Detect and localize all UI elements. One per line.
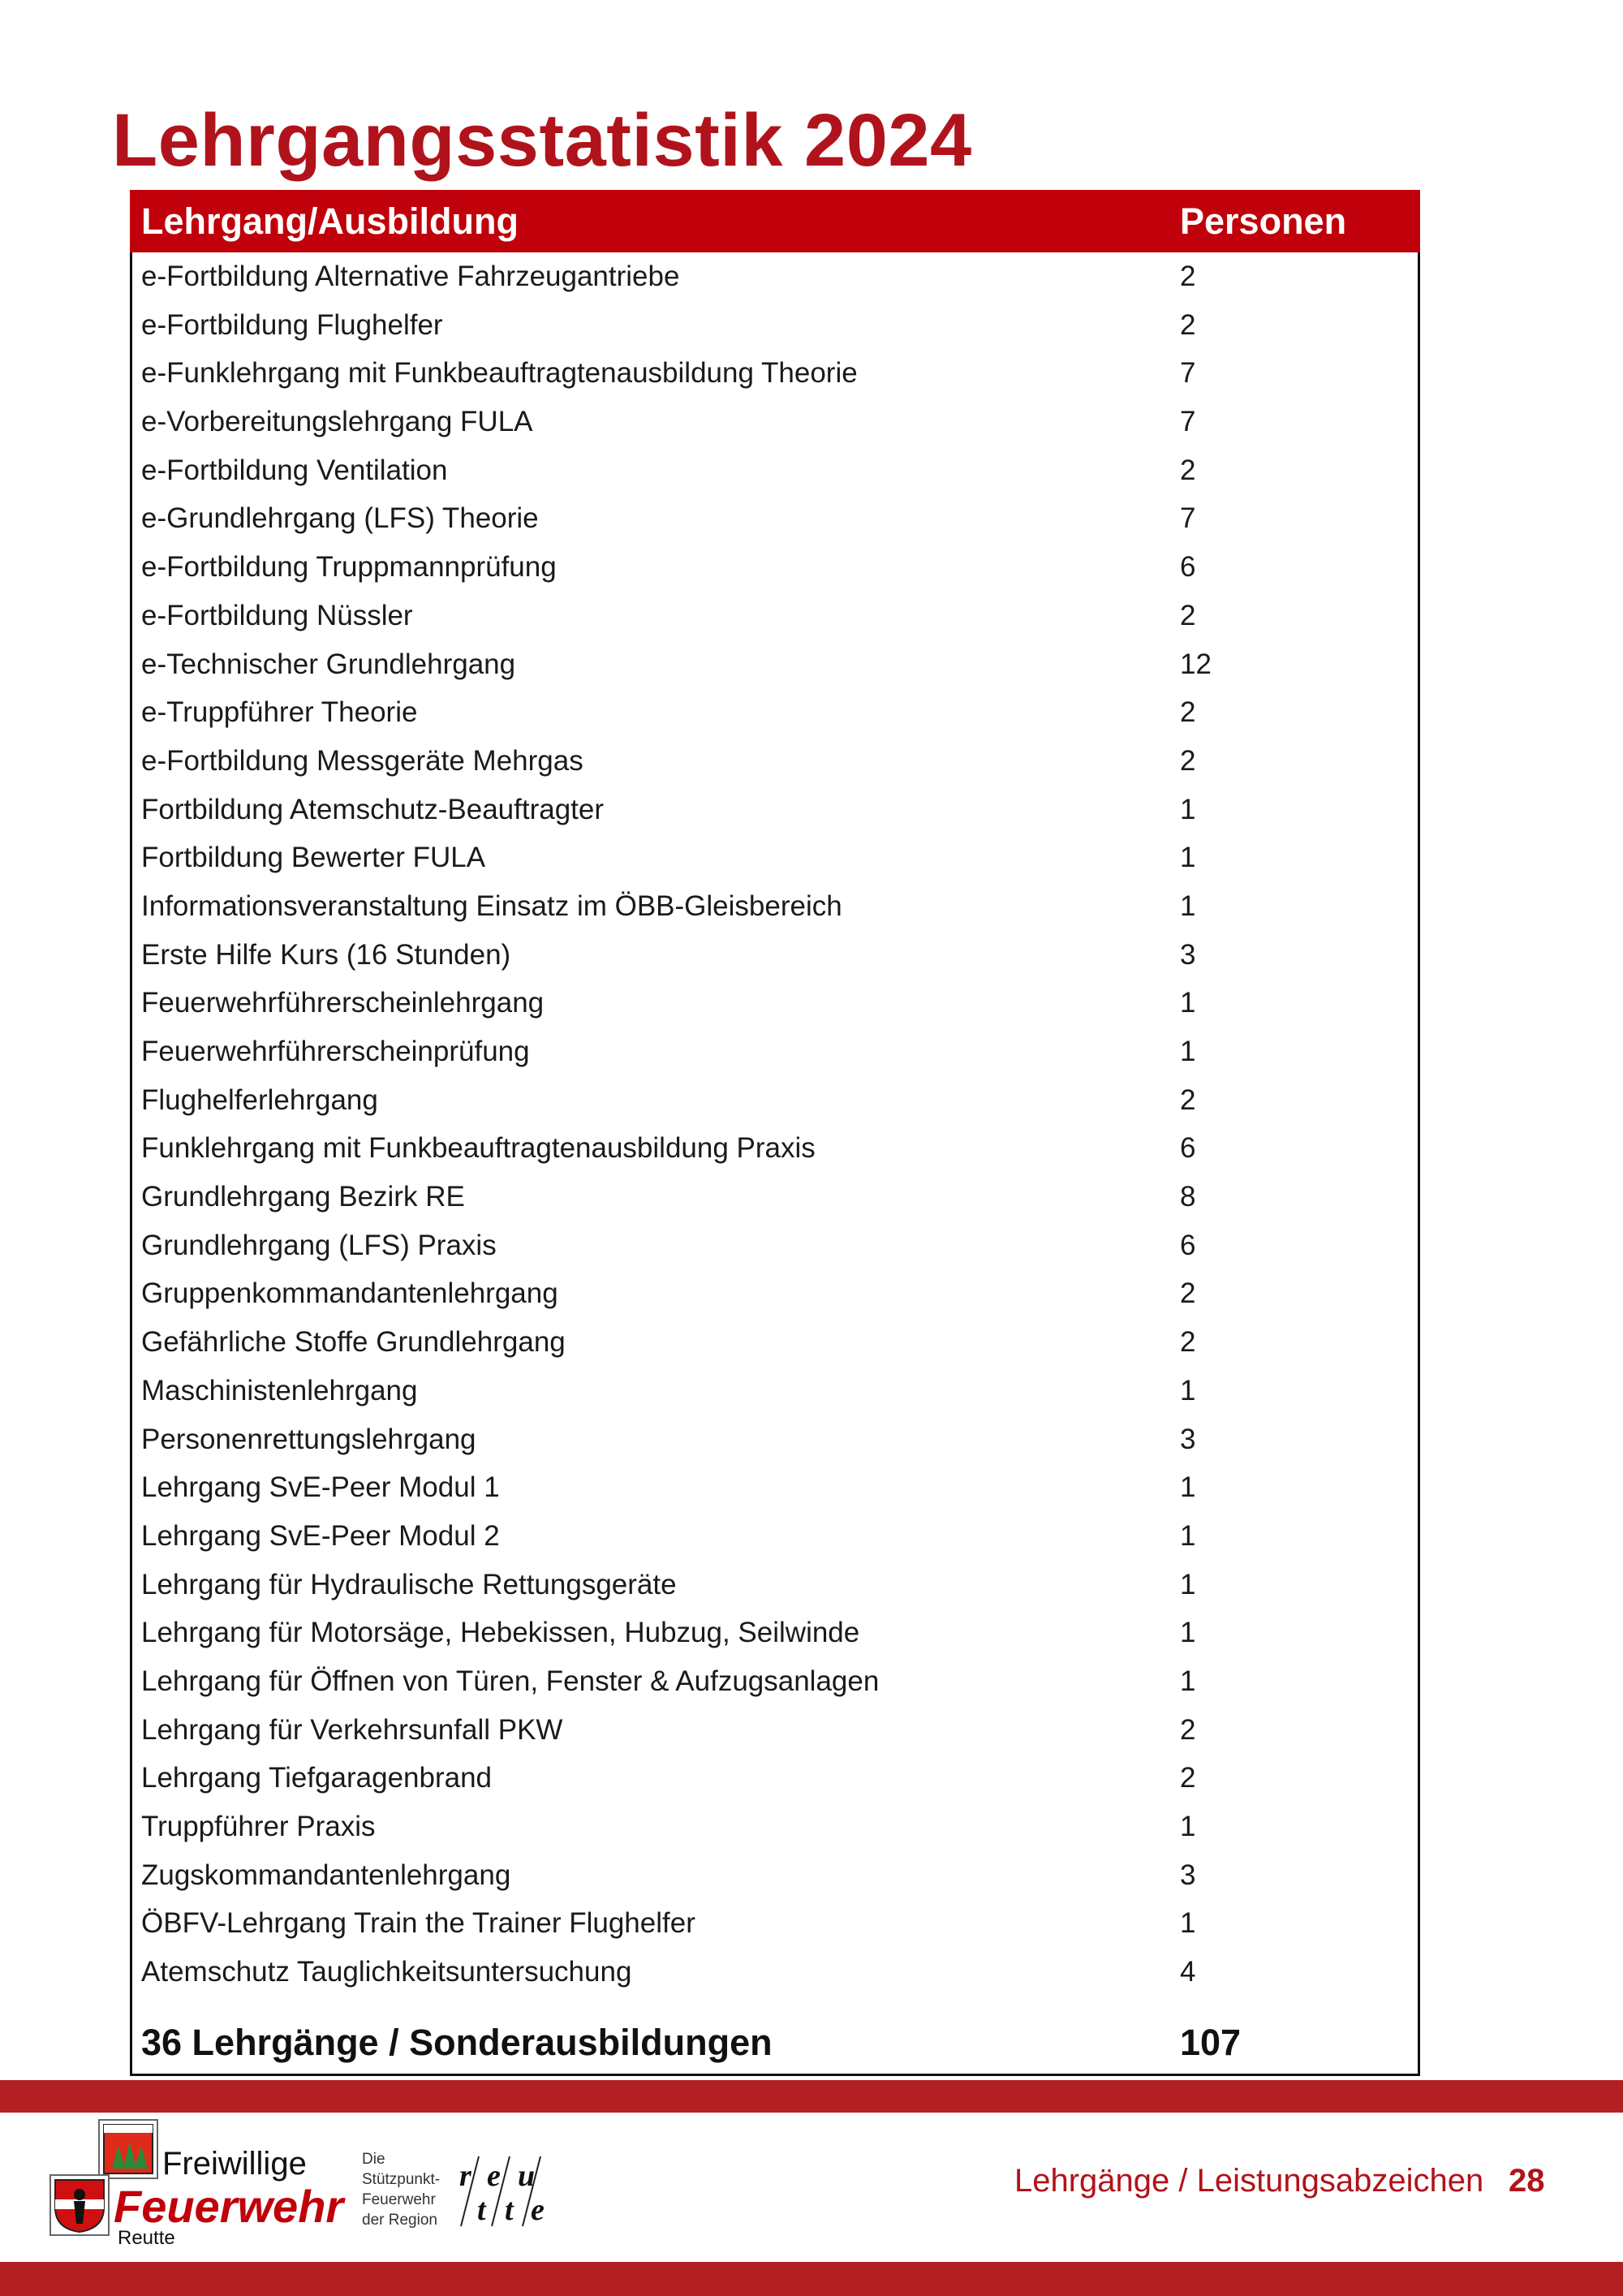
persons-count: 8: [1180, 1181, 1196, 1213]
table-row: [130, 349, 1420, 398]
persons-count: 3: [1180, 1859, 1196, 1891]
persons-count: 1: [1180, 1907, 1196, 1940]
table-row: [130, 301, 1420, 350]
course-name: Funklehrgang mit Funkbeauftragtenausbildung Praxis: [141, 1132, 816, 1165]
table-row: [130, 398, 1420, 446]
persons-count: 2: [1180, 599, 1196, 631]
page-title: Lehrgangsstatistik 2024: [112, 99, 972, 182]
partner-text-line: Stützpunkt-: [362, 2171, 441, 2188]
course-name: e-Technischer Grundlehrgang: [141, 648, 516, 680]
table-row: [130, 1269, 1420, 1318]
persons-count: 1: [1180, 1036, 1196, 1067]
table-row: [130, 592, 1420, 640]
course-name: e-Fortbildung Alternative Fahrzeugantriebe: [141, 261, 680, 292]
course-name: Truppführer Praxis: [141, 1811, 376, 1842]
course-name: e-Fortbildung Flughelfer: [141, 308, 443, 341]
persons-count: 2: [1180, 1713, 1196, 1746]
footer-band-top: [0, 2080, 1623, 2113]
persons-count: 6: [1180, 551, 1196, 584]
table-row: [130, 1899, 1420, 1948]
persons-count: 1: [1180, 842, 1196, 874]
table-row: [130, 737, 1420, 786]
table-row: [130, 688, 1420, 737]
persons-count: 7: [1180, 406, 1196, 438]
table-row: [130, 1948, 1420, 1997]
table-row: [130, 1463, 1420, 1512]
course-name: ÖBFV-Lehrgang Train the Trainer Flughelfer: [141, 1907, 695, 1940]
course-name: Flughelferlehrgang: [141, 1083, 378, 1116]
table-row: [130, 1803, 1420, 1851]
course-name: e-Vorbereitungslehrgang FULA: [141, 406, 533, 438]
course-name: Lehrgang für Hydraulische Rettungsgeräte: [141, 1568, 677, 1600]
partner-text-line: der Region: [362, 2212, 437, 2229]
table-row: [130, 1173, 1420, 1221]
persons-count: 1: [1180, 1568, 1196, 1600]
header-course: Lehrgang/Ausbildung: [141, 200, 519, 242]
course-name: e-Fortbildung Nüssler: [141, 599, 413, 631]
course-name: Grundlehrgang (LFS) Praxis: [141, 1229, 497, 1261]
table-row: [130, 1076, 1420, 1125]
course-name: Atemschutz Tauglichkeitsuntersuchung: [141, 1956, 632, 1988]
partner-text: [362, 2149, 440, 2230]
course-name: Feuerwehrführerscheinlehrgang: [141, 987, 545, 1019]
table-row: [130, 1318, 1420, 1367]
persons-count: 2: [1180, 1762, 1196, 1794]
table-row: [130, 1851, 1420, 1900]
partner-text-line: Feuerwehr: [362, 2191, 436, 2208]
page-number: 28: [1509, 2163, 1545, 2199]
course-name: Gruppenkommandantenlehrgang: [141, 1277, 558, 1310]
persons-count: 6: [1180, 1132, 1196, 1165]
table-row: [130, 882, 1420, 931]
footer-band-bottom: [0, 2262, 1623, 2296]
course-name: Informationsveranstaltung Einsatz im ÖBB-Gleisbereich: [141, 890, 842, 922]
course-name: Lehrgang für Verkehrsunfall PKW: [141, 1713, 563, 1746]
persons-count: 4: [1180, 1956, 1196, 1988]
course-name: Personenrettungslehrgang: [141, 1423, 476, 1455]
table-row: [130, 979, 1420, 1027]
table-row: [130, 252, 1420, 301]
reutte-letter: r: [459, 2159, 471, 2193]
course-name: e-Fortbildung Ventilation: [141, 454, 448, 486]
table-row: [130, 640, 1420, 689]
persons-count: 1: [1180, 890, 1196, 922]
header-persons: Personen: [1180, 200, 1347, 242]
table-row: [130, 1512, 1420, 1561]
table-row: [130, 1657, 1420, 1706]
course-name: e-Truppführer Theorie: [141, 696, 418, 729]
logo-text-freiwillige: Freiwillige: [162, 2146, 307, 2182]
table-header: [130, 190, 1420, 252]
reutte-letter: u: [518, 2159, 536, 2193]
persons-count: 1: [1180, 1811, 1196, 1842]
table-body: [130, 252, 1420, 1997]
course-name: Erste Hilfe Kurs (16 Stunden): [141, 938, 511, 971]
course-name: Fortbildung Bewerter FULA: [141, 842, 486, 874]
course-name: e-Grundlehrgang (LFS) Theorie: [141, 502, 539, 535]
persons-count: 1: [1180, 793, 1196, 825]
table-row: [130, 931, 1420, 980]
course-name: Feuerwehrführerscheinprüfung: [141, 1036, 530, 1067]
course-name: Lehrgang SvE-Peer Modul 2: [141, 1519, 500, 1552]
persons-count: 1: [1180, 987, 1196, 1019]
table-row: [130, 786, 1420, 834]
persons-count: 2: [1180, 744, 1196, 777]
persons-count: 2: [1180, 261, 1196, 292]
persons-count: 1: [1180, 1665, 1196, 1697]
table-row: [130, 1609, 1420, 1657]
table-row: [130, 1415, 1420, 1464]
course-name: Lehrgang für Öffnen von Türen, Fenster & Aufzugsanlagen: [141, 1665, 880, 1697]
reutte-logo-icon: [454, 2155, 552, 2228]
table-row: [130, 1754, 1420, 1803]
table-row: [130, 543, 1420, 592]
logo-text-feuerwehr: Feuerwehr: [114, 2181, 344, 2232]
persons-count: 1: [1180, 1374, 1196, 1406]
reutte-letter: t: [505, 2193, 514, 2227]
persons-count: 2: [1180, 454, 1196, 486]
table-row: [130, 1221, 1420, 1270]
reutte-letter: e: [487, 2159, 501, 2193]
course-name: e-Funklehrgang mit Funkbeauftragtenausbildung Theorie: [141, 357, 858, 390]
total-row: [130, 2013, 1420, 2073]
persons-count: 7: [1180, 502, 1196, 535]
course-name: Gefährliche Stoffe Grundlehrgang: [141, 1326, 566, 1359]
table-row: [130, 834, 1420, 882]
persons-count: 3: [1180, 938, 1196, 971]
table-row: [130, 494, 1420, 543]
course-name: Lehrgang Tiefgaragenbrand: [141, 1762, 493, 1794]
course-name: Lehrgang für Motorsäge, Hebekissen, Hubzug, Seilwinde: [141, 1617, 860, 1649]
persons-count: 2: [1180, 308, 1196, 341]
reutte-letter: e: [531, 2193, 545, 2227]
table-row: [130, 1706, 1420, 1755]
course-name: Maschinistenlehrgang: [141, 1374, 418, 1406]
partner-text-line: Die: [362, 2151, 385, 2168]
persons-count: 12: [1180, 648, 1212, 680]
table-row: [130, 1124, 1420, 1173]
logo-text-reutte: Reutte: [118, 2227, 175, 2249]
persons-count: 7: [1180, 357, 1196, 390]
total-label: 36 Lehrgänge / Sonderausbildungen: [141, 2022, 773, 2063]
persons-count: 2: [1180, 1326, 1196, 1359]
persons-count: 1: [1180, 1471, 1196, 1504]
persons-count: 2: [1180, 1277, 1196, 1310]
course-name: Lehrgang SvE-Peer Modul 1: [141, 1471, 500, 1504]
course-name: e-Fortbildung Messgeräte Mehrgas: [141, 744, 583, 777]
table-row: [130, 446, 1420, 495]
table-row: [130, 1367, 1420, 1415]
course-name: Grundlehrgang Bezirk RE: [141, 1181, 465, 1213]
persons-count: 3: [1180, 1423, 1196, 1455]
persons-count: 2: [1180, 696, 1196, 729]
persons-count: 6: [1180, 1229, 1196, 1261]
persons-count: 1: [1180, 1617, 1196, 1649]
course-name: Zugskommandantenlehrgang: [141, 1859, 511, 1891]
course-name: Fortbildung Atemschutz-Beauftragter: [141, 793, 605, 825]
table-row: [130, 1561, 1420, 1609]
persons-count: 2: [1180, 1083, 1196, 1116]
total-value: 107: [1180, 2022, 1242, 2063]
persons-count: 1: [1180, 1519, 1196, 1552]
reutte-letter: t: [477, 2193, 486, 2227]
course-name: e-Fortbildung Truppmannprüfung: [141, 551, 557, 584]
table-row: [130, 1027, 1420, 1076]
footer-caption: Lehrgänge / Leistungsabzeichen: [1014, 2163, 1484, 2199]
